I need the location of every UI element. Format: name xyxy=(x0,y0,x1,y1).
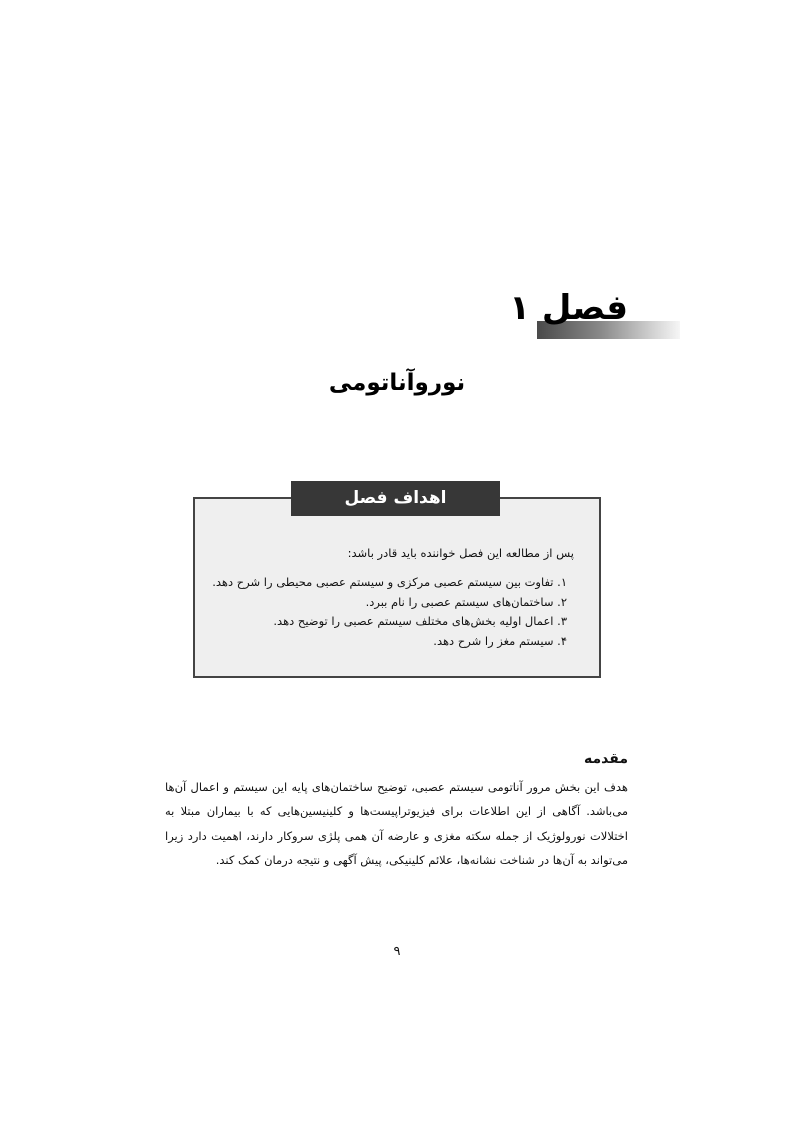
objectives-list xyxy=(212,573,567,651)
objectives-header: اهداف فصل xyxy=(291,481,500,516)
objective-item: ۴. سیستم مغز را شرح دهد. xyxy=(433,633,567,648)
objective-item: ۳. اعمال اولیه بخش‌های مختلف سیستم عصبی را توضیح دهد. xyxy=(273,614,567,628)
objectives-intro: پس از مطالعه این فصل خواننده باید قادر باشد: xyxy=(347,546,574,560)
chapter-subtitle: نوروآناتومی xyxy=(328,370,466,396)
chapter-heading: فصل ۱ xyxy=(509,288,628,328)
introduction-heading: مقدمه xyxy=(584,751,628,767)
objective-item: ۱. تفاوت بین سیستم عصبی مرکزی و سیستم عصبی محیطی را شرح دهد. xyxy=(212,575,567,589)
introduction-body: هدف این بخش مرور آناتومی سیستم عصبی، توضیح ساختمان‌های پایه این سیستم و اعمال آن‌ها می‌باشد. آگاهی از این اطلاعات برای فیزیوتراپیست‌ها و کلینیسین‌هایی که با بیماران مبتلا به اختلالات نورولوژیک از جمله سکته مغزی و عارضه آن همی پلژی سروکار دارند، اهمیت دارد زیرا می‌تواند به آن‌ها در شناخت نشانه‌ها، علائم کلینیکی، پیش آگهی و نتیجه درمان کمک کند. xyxy=(165,780,628,868)
page-number: ۹ xyxy=(393,944,401,959)
objective-item: ۲. ساختمان‌های سیستم عصبی را نام ببرد. xyxy=(365,594,567,609)
